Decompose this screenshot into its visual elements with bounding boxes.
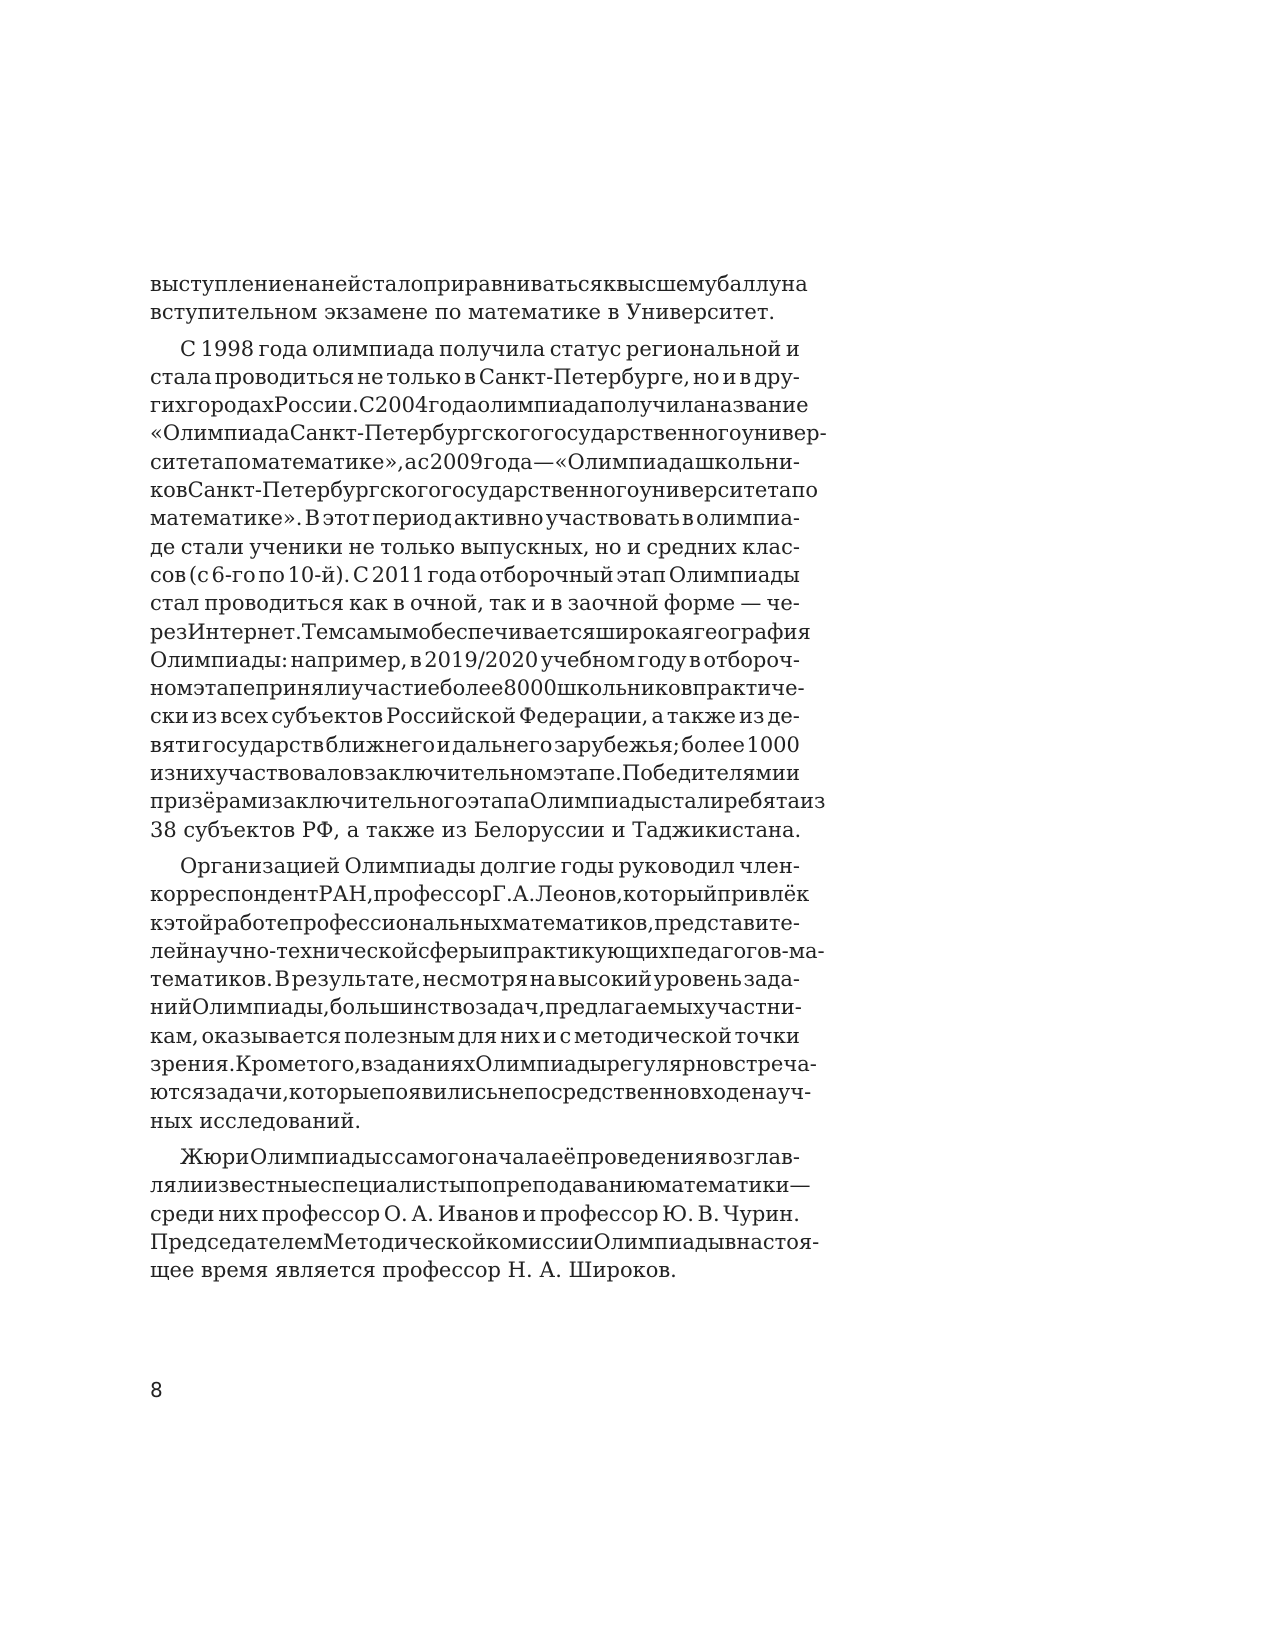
text-line: вяти государств ближнего и дальнего зарубежья; более 1000 bbox=[150, 732, 800, 757]
text-line: выступление на ней стало приравниваться к высшему баллу на bbox=[150, 272, 808, 296]
text-line: ний Олимпиады, большинство задач, предлагаемых участни- bbox=[150, 995, 802, 1020]
text-line: С 1998 года олимпиада получила статус региональной и bbox=[180, 336, 800, 361]
text-line: рез Интернет. Тем самым обеспечивается широкая география bbox=[150, 619, 811, 644]
paragraph bbox=[150, 1143, 820, 1284]
text-line: зрения. Кроме того, в заданиях Олимпиады регулярно встреча- bbox=[150, 1052, 817, 1077]
text-line: ных исследований. bbox=[150, 1108, 362, 1133]
text-line: Жюри Олимпиады с самого начала её проведения возглав- bbox=[180, 1144, 800, 1169]
text-line: ков Санкт-Петербургского государственного университета по bbox=[150, 478, 819, 503]
text-line: Организацией Олимпиады долгие годы руководил член- bbox=[180, 853, 800, 878]
text-line: тематиков. В результате, несмотря на высокий уровень зада- bbox=[150, 967, 800, 992]
paragraph bbox=[150, 335, 827, 844]
text-line: к этой работе профессиональных математиков, представите- bbox=[150, 910, 800, 935]
text-line: призёрами заключительного этапа Олимпиады стали ребята из bbox=[150, 789, 826, 814]
text-line: «Олимпиада Санкт-Петербургского государственного универ- bbox=[150, 421, 827, 446]
text-line: стала проводиться не только в Санкт-Петербурге, но и в дру- bbox=[150, 364, 800, 389]
text-line: ном этапе приняли участие более 8000 школьников практиче- bbox=[150, 676, 805, 701]
text-line: математике». В этот период активно участвовать в олимпиа- bbox=[150, 506, 800, 531]
text-line: кам, оказывается полезным для них и с методической точки bbox=[150, 1023, 800, 1048]
text-line: 38 субъектов РФ, а также из Белоруссии и Таджикистана. bbox=[150, 817, 802, 842]
text-line: де стали ученики не только выпускных, но и средних клас- bbox=[150, 534, 800, 559]
paragraph bbox=[150, 852, 825, 1135]
text-line: корреспондент РАН, профессор Г. А. Леонов, который привлёк bbox=[150, 882, 810, 907]
text-line: лей научно-технической сферы и практикующих педагогов-ма- bbox=[150, 938, 825, 963]
body-text bbox=[150, 270, 827, 1292]
text-line: Олимпиады: например, в 2019/2020 учебном году в отбороч- bbox=[150, 647, 800, 672]
text-line: щее время является профессор Н. А. Широков. bbox=[150, 1258, 677, 1283]
text-line: ситета по математике», а с 2009 года — «Олимпиада школьни- bbox=[150, 449, 800, 474]
text-line: стал проводиться как в очной, так и в заочной форме — че- bbox=[150, 591, 800, 616]
paragraph bbox=[150, 270, 808, 327]
text-line: сов (с 6-го по 10-й). С 2011 года отборочный этап Олимпиады bbox=[150, 562, 800, 587]
page-number: 8 bbox=[150, 1378, 163, 1402]
text-line: Председателем Методической комиссии Олимпиады в настоя- bbox=[150, 1229, 820, 1254]
text-line: из них участвовало в заключительном этапе. Победителями и bbox=[150, 761, 800, 786]
text-line: среди них профессор О. А. Иванов и профессор Ю. В. Чурин. bbox=[150, 1201, 800, 1226]
text-line: ляли известные специалисты по преподаванию математики — bbox=[150, 1173, 811, 1198]
text-line: вступительном экзамене по математике в Университет. bbox=[150, 300, 776, 325]
text-line: ски из всех субъектов Российской Федерации, а также из де- bbox=[150, 704, 800, 729]
text-line: гих городах России. С 2004 года олимпиада получила название bbox=[150, 393, 809, 418]
text-line: ются задачи, которые появились непосредственно в ходе науч- bbox=[150, 1080, 812, 1105]
